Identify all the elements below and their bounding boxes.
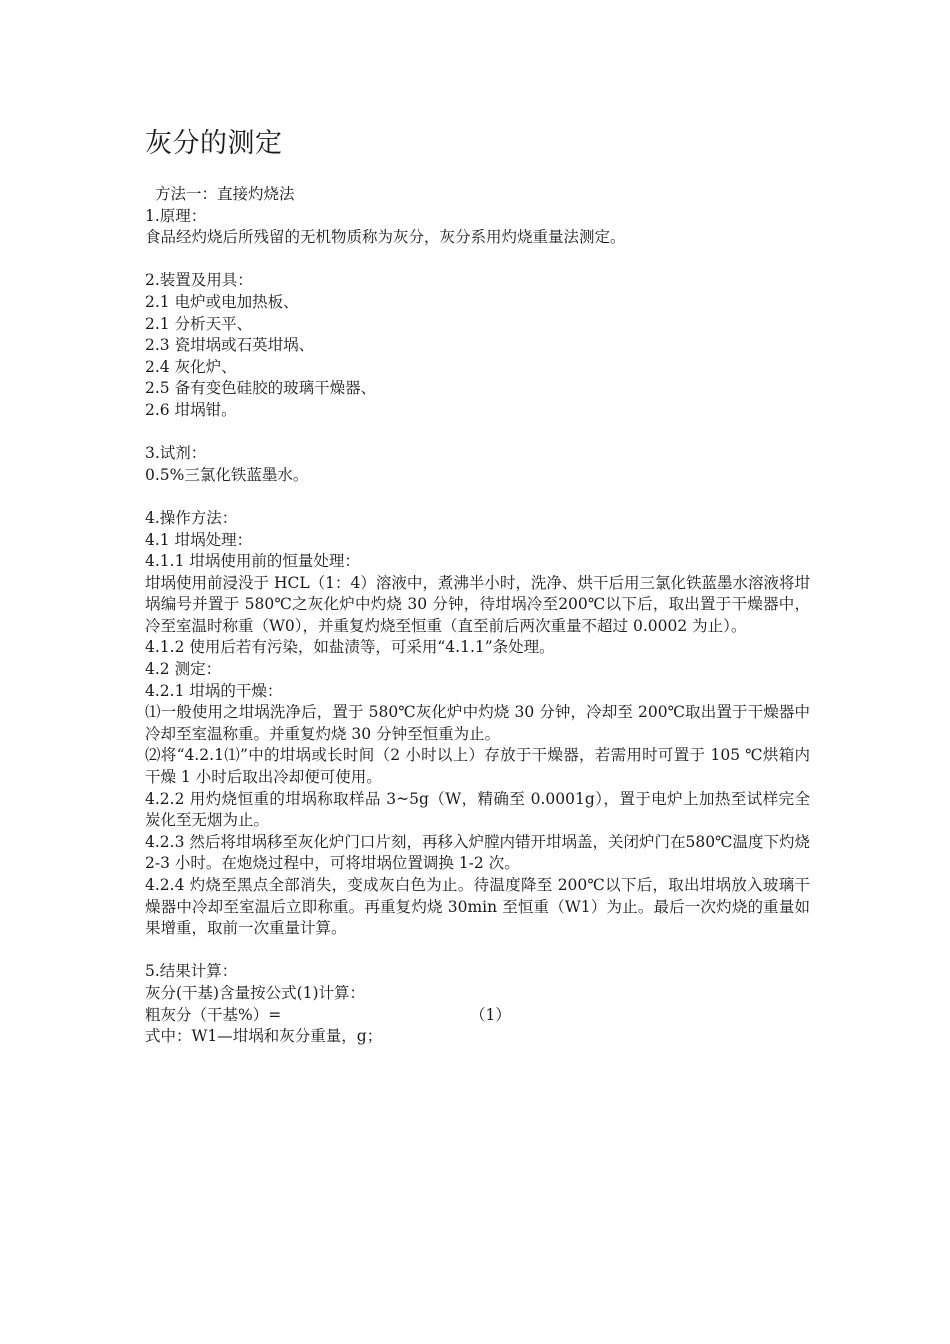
document-page	[145, 124, 810, 1048]
paragraph-4-2-4: 4.2.4 灼烧至黑点全部消失，变成灰白色为止。待温度降至 200℃以下后，取出坩埚放入玻璃干燥器中冷却至室温后立即称重。再重复灼烧 30min 至恒重（W1）为止。最后一次灼烧的重量如果增重，取前一次重量计算。	[145, 876, 810, 938]
spacer	[145, 422, 810, 444]
equipment-item: 2.5 备有变色硅胶的玻璃干燥器、	[145, 379, 377, 398]
equipment-item: 2.1 分析天平、	[145, 314, 253, 333]
subsection-4-2-heading: 4.2 测定：	[145, 660, 222, 679]
paragraph-4-2-2: 4.2.2 用灼烧恒重的坩埚称取样品 3~5g（W，精确至 0.0001g），置于电炉上加热至试样完全炭化至无烟为止。	[145, 789, 810, 830]
section-1-heading: 1.原理：	[145, 206, 207, 225]
paragraph-4-2-1-b: ⑵将“4.2.1⑴”中的坩埚或长时间（2 小时以上）存放于干燥器，若需用时可置于 105 ℃烘箱内干燥 1 小时后取出冷却便可使用。	[145, 746, 810, 787]
equipment-item: 2.6 坩埚钳。	[145, 400, 237, 419]
subsection-4-1-1-heading: 4.1.1 坩埚使用前的恒量处理：	[145, 552, 360, 571]
equipment-item: 2.1 电炉或电加热板、	[145, 292, 299, 311]
formula-number: （1）	[470, 1005, 511, 1024]
method-heading: 方法一：直接灼烧法	[155, 185, 295, 203]
formula-label: 粗灰分（干基%）=	[145, 1005, 282, 1024]
formula-intro: 灰分(干基)含量按公式(1)计算：	[145, 983, 366, 1002]
section-1-text: 食品经灼烧后所残留的无机物质称为灰分，灰分系用灼烧重量法测定。	[145, 228, 626, 247]
subsection-4-1-heading: 4.1 坩埚处理：	[145, 530, 253, 549]
document-title: 灰分的测定	[145, 128, 283, 159]
section-4-heading: 4.操作方法：	[145, 508, 238, 527]
section-3-text: 0.5%三氯化铁蓝墨水。	[145, 465, 309, 484]
spacer	[145, 940, 810, 962]
spacer	[145, 249, 810, 271]
subsection-4-2-1-heading: 4.2.1 坩埚的干燥：	[145, 681, 283, 700]
paragraph-4-1-2: 4.1.2 使用后若有污染，如盐渍等，可采用“4.1.1”条处理。	[145, 638, 555, 657]
section-3-heading: 3.试剂：	[145, 444, 207, 463]
paragraph-4-1-1: 坩埚使用前浸没于 HCL（1：4）溶液中，煮沸半小时，洗净、烘干后用三氯化铁蓝墨水溶液将坩埚编号并置于 580℃之灰化炉中灼烧 30 分钟，待坩埚冷至200℃以下后，取出置于干燥器中，冷至室温时称重（W0），并重复灼烧至恒重（直至前后两次重量不超过 0.0002 为止）。	[145, 573, 810, 635]
spacer	[145, 486, 810, 508]
equipment-item: 2.3 瓷坩埚或石英坩埚、	[145, 336, 315, 355]
formula-where: 式中：W1—坩埚和灰分重量，g；	[145, 1027, 383, 1046]
section-5-heading: 5.结果计算：	[145, 962, 238, 981]
paragraph-4-2-3: 4.2.3 然后将坩埚移至灰化炉门口片刻，再移入炉膛内错开坩埚盖，关闭炉门在580℃温度下灼烧 2-3 小时。在炮烧过程中，可将坩埚位置调换 1-2 次。	[145, 832, 810, 873]
paragraph-4-2-1-a: ⑴一般使用之坩埚洗净后，置于 580℃灰化炉中灼烧 30 分钟，冷却至 200℃取出置于干燥器中冷却至室温称重。并重复灼烧 30 分钟至恒重为止。	[145, 703, 810, 743]
formula-row	[145, 1005, 810, 1027]
equipment-item: 2.4 灰化炉、	[145, 357, 237, 376]
section-2-heading: 2.装置及用具：	[145, 271, 253, 290]
